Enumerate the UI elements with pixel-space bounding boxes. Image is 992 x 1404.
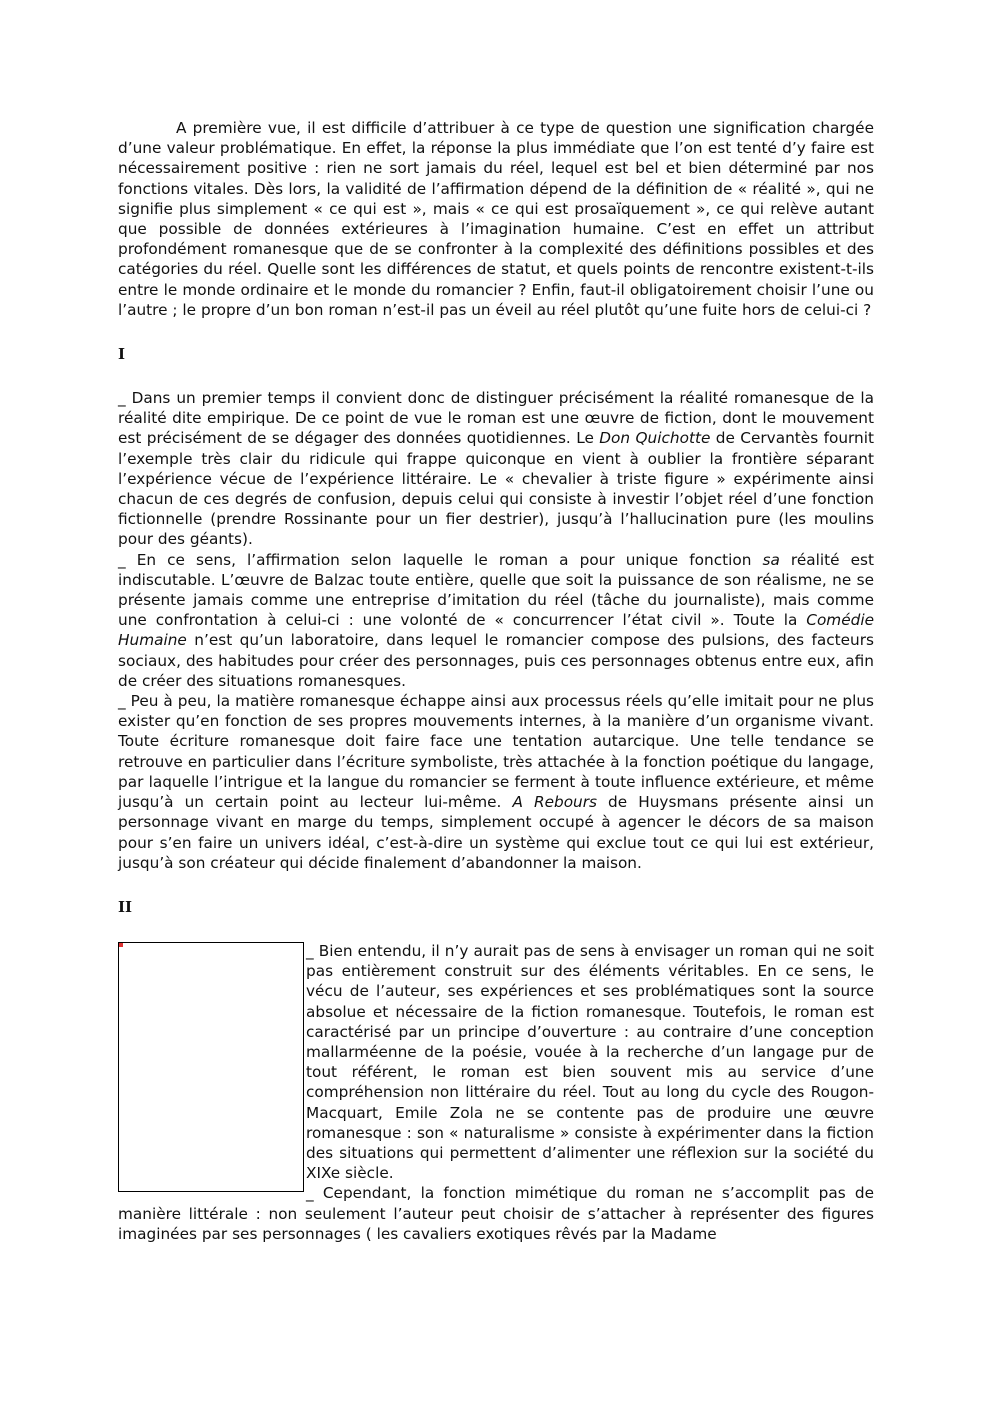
section2-body (118, 941, 874, 1244)
broken-image-icon (119, 943, 123, 947)
italic-title: A Rebours (512, 793, 598, 812)
text-run: de Huysmans présente ainsi un personnage vivant en marge du temps, simplement occupé à agencer le décors de sa maison pour s’en faire un univers idéal, c’est-à-dire un système qui exclue tout ce qui lui est extérieur, jusqu’à son créateur qui décide finalement d’abandonner la maison. (118, 793, 875, 872)
document-page (118, 118, 874, 1244)
spacer (118, 917, 874, 941)
spacer (118, 873, 874, 897)
section-heading-1-text: I (118, 345, 126, 364)
italic-title: Don Quichotte (599, 429, 711, 448)
section2-paragraph-2: _ Cependant, la fonction mimétique du roman ne s’accomplit pas de manière littérale : non seulement l’auteur peut choisir de s’attacher à représenter des figures imaginées par ses personnages ( les cavaliers exotiques rêvés par la Madame (118, 1184, 874, 1243)
intro-paragraph: A première vue, il est difficile d’attribuer à ce type de question une signification chargée d’une valeur problématique. En effet, la réponse la plus immédiate que l’on est tenté d’y faire est nécessairement positive : rien ne sort jamais du réel, lequel est bel et bien déterminé par nos fonctions vitales. Dès lors, la validité de l’affirmation dépend de la définition de « réalité », qui ne signifie plus simplement « ce qui est », mais « ce qui est prosaïquement », ce qui relève autant que possible de données extérieures à l’imagination humaine. C’est en effet un attribut profondément romanesque que de se confronter à la complexité des définitions possibles et des catégories du réel. Quelle sont les différences de statut, et quels points de rencontre existent-t-ils entre le monde ordinaire et le monde du romancier ? Enfin, faut-il obligatoirement choisir l’une ou l’autre ; le propre d’un bon roman n’est-il pas un éveil au réel plutôt qu’une fuite hors de celui-ci ? (118, 119, 874, 319)
text-run: n’est qu’un laboratoire, dans lequel le romancier compose des pulsions, des facteurs sociaux, des habitudes pour créer des personnages, puis ces personnages obtenus entre eux, afin de créer des situations romanesques. (118, 631, 874, 690)
text-run: de Cervantès fournit l’exemple très clair du ridicule qui frappe quiconque en vient à oublier la frontière séparant l’expérience vécue de l’expérience littéraire. Le « chevalier à triste figure » expérimente ainsi chacun de ces degrés de confusion, depuis celui qui consiste à investir l’objet réel d’une fonction fictionnelle (prendre Rossinante pour un fier destrier), jusqu’à l’hallucination pure (les moulins pour des géants). (118, 429, 874, 549)
section2-paragraph-1: _ Bien entendu, il n’y aurait pas de sens à envisager un roman qui ne soit pas entièrement construit sur des éléments véritables. En ce sens, le vécu de l’auteur, ses expériences et ses problématiques sont la source absolue et nécessaire de la fiction romanesque. Toutefois, le roman est caractérisé par un principe d’ouverture : au contraire d’une conception mallarméenne de la poésie, vouée à la recherche d’un langage pur de tout référent, le roman est bien souvent mis au service d’une compréhension non littéraire du réel. Tout au long du cycle des Rougon-Macquart, Emile Zola ne se contente pas de produire une œuvre romanesque : son « naturalisme » consiste à expérimenter dans la fiction des situations qui permettent d’alimenter une réflexion sur la société du XIXe siècle. (306, 941, 874, 1183)
section-heading-2-text: II (118, 897, 133, 916)
italic-word: sa (762, 550, 780, 569)
text-run: _ Dans un premier temps il convient donc de distinguer précisément la réalité romanesque de la réalité dite empirique. De ce point de vue le roman est une œuvre de fiction, dont le mouvement est précisément de se dégager des données quotidiennes. Le (118, 389, 874, 448)
text-run: _ Peu à peu, la matière romanesque échappe ainsi aux processus réels qu’elle imitait pour ne plus exister qu’en fonction de ses propres mouvements internes, à la manière d’un organisme vivant. Toute écriture romanesque doit faire face une tentation autarcique. Une telle tendance se retrouve en particulier dans l’écriture symboliste, très attachée à la fonction poétique du langage, par laquelle l’intrigue et la langue du romancier se ferment à toute influence extérieure, et même jusqu’à un certain point au lecteur lui-même. (118, 692, 874, 812)
text-run: _ En ce sens, l’affirmation selon laquelle le roman a pour unique fonction (118, 550, 763, 569)
text-run: réalité est indiscutable. L’œuvre de Balzac toute entière, quelle que soit la puissance de son réalisme, ne se présente jamais comme une entreprise d’imitation du réel (tâche du journaliste), mais comme une confrontation à celui-ci : une volonté de « concurrencer l’état civil ». Toute la (118, 550, 874, 630)
spacer (118, 364, 874, 388)
italic-title: Comédie Humaine (118, 611, 874, 650)
section1-paragraph-3 (118, 691, 874, 873)
spacer (118, 320, 874, 344)
section-heading-2 (118, 897, 874, 917)
section1-paragraph-1 (118, 388, 874, 550)
section-heading-1 (118, 344, 874, 364)
section1-paragraph-2 (118, 550, 874, 691)
image-placeholder (118, 942, 304, 1192)
